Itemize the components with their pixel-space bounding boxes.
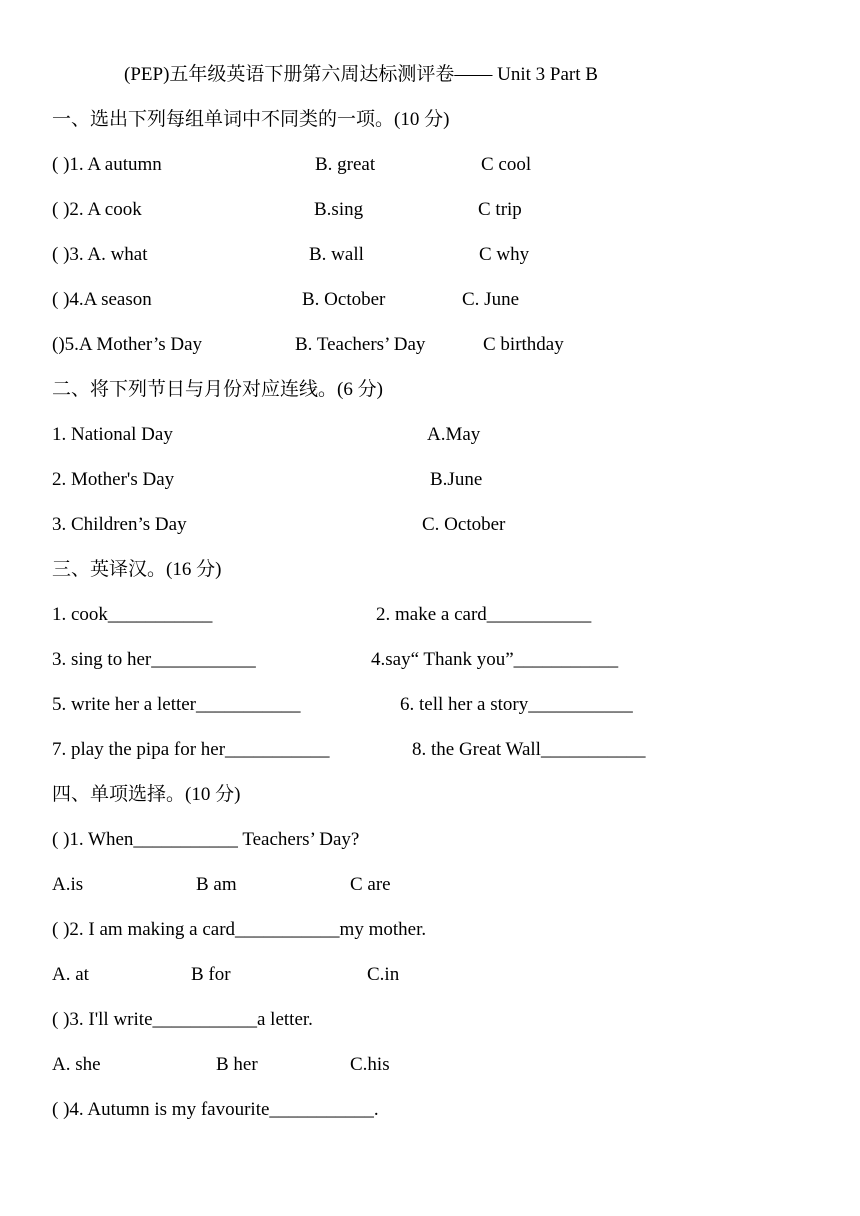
- section3-heading: 三、英译汉。(16 分): [52, 559, 222, 580]
- option-b: B am: [196, 874, 237, 895]
- section4-question-3-stem: ( )3. I'll write___________a letter.: [52, 1009, 313, 1030]
- section4-question-4-stem: ( )4. Autumn is my favourite___________.: [52, 1099, 379, 1120]
- question-number: ( )3. A. what: [52, 244, 148, 265]
- question-number: ( )4.A season: [52, 289, 152, 310]
- festival-label: 3. Children’s Day: [52, 514, 187, 535]
- option-c: C cool: [481, 154, 532, 175]
- option-c: C why: [479, 244, 530, 265]
- page-title: (PEP)五年级英语下册第六周达标测评卷—— Unit 3 Part B: [124, 64, 598, 85]
- option-b: B.sing: [314, 199, 364, 220]
- month-label: A.May: [427, 424, 481, 445]
- translation-item: 7. play the pipa for her___________: [52, 739, 330, 760]
- option-c: C.in: [367, 964, 400, 985]
- translation-item: 4.say“ Thank you”___________: [371, 649, 619, 670]
- option-a: A. she: [52, 1054, 101, 1075]
- translation-item: 1. cook___________: [52, 604, 213, 625]
- translation-item: 6. tell her a story___________: [400, 694, 633, 715]
- option-c: C are: [350, 874, 391, 895]
- option-a: A. at: [52, 964, 89, 985]
- translation-item: 5. write her a letter___________: [52, 694, 301, 715]
- question-number: ()5.A Mother’s Day: [52, 334, 203, 355]
- festival-label: 1. National Day: [52, 424, 173, 445]
- translation-item: 8. the Great Wall___________: [412, 739, 646, 760]
- option-a: A.is: [52, 874, 84, 895]
- option-b: B. October: [302, 289, 386, 310]
- month-label: C. October: [422, 514, 506, 535]
- section4-question-2-stem: ( )2. I am making a card___________my mother.: [52, 919, 427, 940]
- option-c: C.his: [350, 1054, 390, 1075]
- month-label: B.June: [430, 469, 483, 490]
- translation-item: 3. sing to her___________: [52, 649, 256, 670]
- section4-question-1-stem: ( )1. When___________ Teachers’ Day?: [52, 829, 360, 850]
- question-number: ( )1. A autumn: [52, 154, 162, 175]
- section1-heading: 一、选出下列每组单词中不同类的一项。(10 分): [52, 109, 450, 130]
- translation-item: 2. make a card___________: [376, 604, 592, 625]
- option-b: B. wall: [309, 244, 364, 265]
- option-c: C trip: [478, 199, 522, 220]
- section4-heading: 四、单项选择。(10 分): [52, 784, 241, 805]
- section2-heading: 二、将下列节日与月份对应连线。(6 分): [52, 379, 383, 400]
- option-b: B. Teachers’ Day: [295, 334, 426, 355]
- option-b: B her: [216, 1054, 258, 1075]
- question-number: ( )2. A cook: [52, 199, 142, 220]
- option-b: B. great: [315, 154, 376, 175]
- option-b: B for: [191, 964, 231, 985]
- option-c: C birthday: [483, 334, 564, 355]
- festival-label: 2. Mother's Day: [52, 469, 175, 490]
- option-c: C. June: [462, 289, 519, 310]
